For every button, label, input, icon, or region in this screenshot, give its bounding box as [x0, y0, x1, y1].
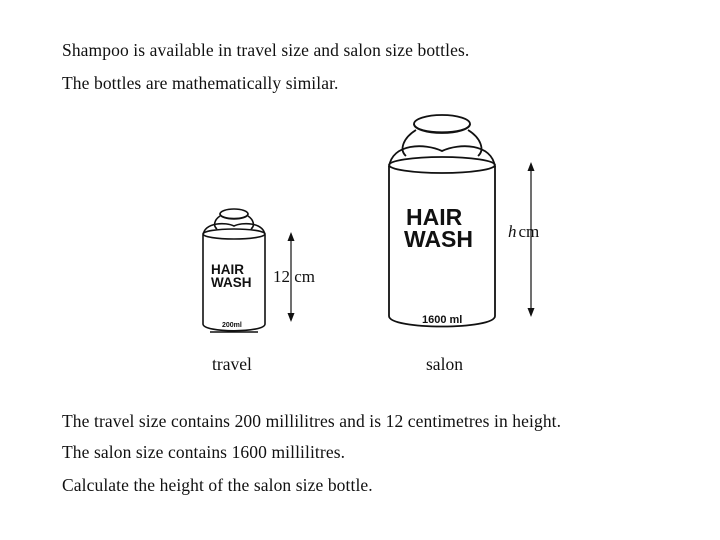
- travel-volume: 200ml: [222, 322, 242, 329]
- travel-caption: travel: [212, 354, 252, 374]
- salon-volume: 1600 ml: [422, 314, 463, 326]
- question-line-2: The salon size contains 1600 millilitres.: [62, 442, 346, 462]
- travel-cap-side: [220, 214, 248, 219]
- question-line-3: Calculate the height of the salon size bottle.: [62, 475, 373, 495]
- travel-shoulder-rim: [203, 229, 265, 239]
- travel-height-label: 12 cm: [273, 267, 316, 286]
- salon-shoulder-rim: [389, 157, 495, 173]
- intro-line-2: The bottles are mathematically similar.: [62, 73, 339, 93]
- intro-line-1: Shampoo is available in travel size and salon size bottles.: [62, 40, 470, 60]
- salon-caption: salon: [426, 354, 463, 374]
- travel-brand-wash: WASH: [211, 275, 252, 290]
- salon-height-label: h cm: [508, 222, 540, 241]
- question-line-1: The travel size contains 200 millilitres and is 12 centimetres in height.: [62, 411, 562, 431]
- salon-brand-wash: WASH: [404, 226, 473, 252]
- salon-brand-hair: HAIR: [406, 204, 463, 230]
- travel-brand-hair: HAIR: [211, 262, 244, 277]
